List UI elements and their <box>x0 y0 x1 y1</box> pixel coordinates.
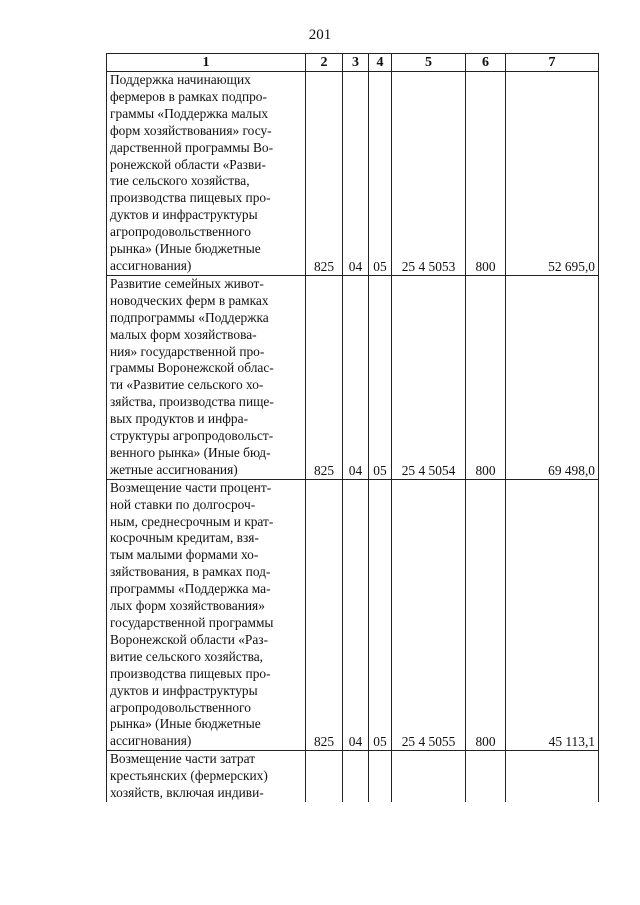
target-article-code: 25 4 5055 <box>392 479 466 751</box>
description-line: дарственной программы Во- <box>110 139 274 155</box>
description-line: хозяйств, включая индиви- <box>110 785 264 801</box>
table-row <box>107 751 599 802</box>
subsection-code: 05 <box>369 72 392 276</box>
description-line: форм хозяйствования» госу- <box>110 122 272 138</box>
header-col-1: 1 <box>107 54 306 72</box>
section-code: 04 <box>343 479 369 751</box>
description-line: подпрограммы «Поддержка <box>110 309 269 325</box>
table-row <box>107 72 599 276</box>
description-line: граммы «Поддержка малых <box>110 105 269 121</box>
description-line: программы «Поддержка ма- <box>110 581 271 597</box>
header-col-3: 3 <box>343 54 369 72</box>
target-article-code <box>392 751 466 802</box>
description-line: производства пищевых про- <box>110 190 271 206</box>
ministry-code: 825 <box>306 72 343 276</box>
description-line: ассигнования) <box>110 257 192 273</box>
description-line: структуры агропродовольст- <box>110 428 274 444</box>
description-line: агропродовольственного <box>110 224 251 240</box>
description-line: ти «Развитие сельского хо- <box>110 377 264 393</box>
description-line: витие сельского хозяйства, <box>110 648 264 664</box>
amount-value: 69 498,0 <box>506 275 599 479</box>
description-line: ным, среднесрочным и крат- <box>110 513 274 529</box>
header-col-4: 4 <box>369 54 392 72</box>
ministry-code <box>306 751 343 802</box>
ministry-code: 825 <box>306 479 343 751</box>
description-line: Возмещение части процент- <box>110 479 272 495</box>
expense-type-code: 800 <box>466 275 506 479</box>
subsection-code: 05 <box>369 275 392 479</box>
row-description <box>107 479 306 751</box>
description-line: зяйствования, в рамках под- <box>110 564 271 580</box>
ministry-code: 825 <box>306 275 343 479</box>
header-col-5: 5 <box>392 54 466 72</box>
description-line: дуктов и инфраструктуры <box>110 207 258 223</box>
section-code: 04 <box>343 275 369 479</box>
expense-type-code: 800 <box>466 479 506 751</box>
description-line: Воронежской области «Раз- <box>110 631 269 647</box>
row-description <box>107 751 306 802</box>
description-line: ной ставки по долгосроч- <box>110 496 256 512</box>
description-line: лых форм хозяйствования» <box>110 598 265 614</box>
description-line: косрочным кредитам, взя- <box>110 530 259 546</box>
header-col-7: 7 <box>506 54 599 72</box>
header-row <box>107 54 599 72</box>
subsection-code <box>369 751 392 802</box>
description-line: ассигнования) <box>110 733 192 749</box>
header-col-6: 6 <box>466 54 506 72</box>
expense-type-code <box>466 751 506 802</box>
description-line: государственной программы <box>110 615 274 630</box>
description-line: малых форм хозяйствова- <box>110 326 257 342</box>
description-line: Поддержка начинающих <box>110 72 251 87</box>
subsection-code: 05 <box>369 479 392 751</box>
description-line: дуктов и инфраструктуры <box>110 682 258 698</box>
header-col-2: 2 <box>306 54 343 72</box>
budget-table <box>106 53 599 802</box>
description-line: тым малыми формами хо- <box>110 547 259 563</box>
description-line: жетные ассигнования) <box>110 461 238 477</box>
description-line: фермеров в рамках подпро- <box>110 88 267 104</box>
description-line: крестьянских (фермерских) <box>110 768 268 784</box>
description-line: Возмещение части затрат <box>110 751 256 767</box>
description-line: тие сельского хозяйства, <box>110 173 250 189</box>
description-line: рынка» (Иные бюджетные <box>110 241 261 257</box>
description-line: производства пищевых про- <box>110 665 271 681</box>
description-line: ронежской области «Разви- <box>110 156 266 172</box>
row-description <box>107 275 306 479</box>
amount-value <box>506 751 599 802</box>
amount-value: 52 695,0 <box>506 72 599 276</box>
expense-type-code: 800 <box>466 72 506 276</box>
target-article-code: 25 4 5053 <box>392 72 466 276</box>
target-article-code: 25 4 5054 <box>392 275 466 479</box>
description-line: новодческих ферм в рамках <box>110 292 269 308</box>
table-row <box>107 275 599 479</box>
section-code <box>343 751 369 802</box>
table-body <box>107 72 599 802</box>
section-code: 04 <box>343 72 369 276</box>
description-line: агропродовольственного <box>110 699 251 715</box>
description-line: ния» государственной про- <box>110 343 265 359</box>
description-line: Развитие семейных живот- <box>110 275 264 291</box>
description-line: вых продуктов и инфра- <box>110 411 249 427</box>
amount-value: 45 113,1 <box>506 479 599 751</box>
row-description <box>107 72 306 276</box>
table-row <box>107 479 599 751</box>
page-number: 201 <box>308 27 332 43</box>
description-line: венного рынка» (Иные бюд- <box>110 444 271 460</box>
description-line: зяйства, производства пище- <box>110 394 274 410</box>
description-line: граммы Воронежской облас- <box>110 360 274 376</box>
description-line: рынка» (Иные бюджетные <box>110 716 261 732</box>
